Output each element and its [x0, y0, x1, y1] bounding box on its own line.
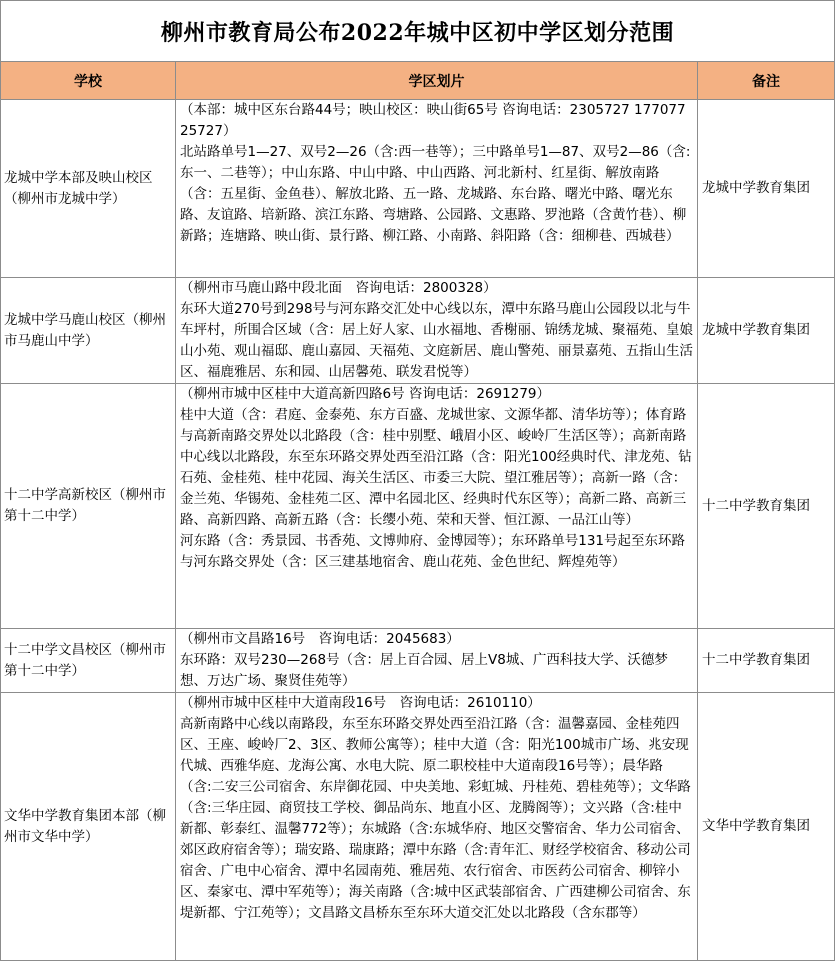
zone-cell — [176, 693, 698, 961]
zone-cell — [176, 629, 698, 693]
header-note: 备注 — [698, 62, 835, 100]
school-cell: 龙城中学本部及映山校区（柳州市龙城中学） — [1, 100, 176, 278]
header-zone: 学区划片 — [176, 62, 698, 100]
table-row — [1, 278, 835, 384]
header-school: 学校 — [1, 62, 176, 100]
zone-cell — [176, 100, 698, 278]
table-row — [1, 629, 835, 693]
note-cell: 十二中学教育集团 — [698, 629, 835, 693]
zone-range: 桂中大道（含：君庭、金泰苑、东方百盛、龙城世家、文源华都、清华坊等）；体育路与高新南路交界处以北路段（含：桂中别墅、峨眉小区、峻岭厂生活区等）；高新南路中心线以北路段，东至东环路交界处西至沿江路（含：阳光100经典时代、津龙苑、钻石苑、金桂苑、桂中花园、海关生活区、市委三大院、望江雅居等）；高新一路（含：金兰苑、华锡苑、金桂苑二区、潭中名园北区、经典时代东区等）；高新二路、高新三路、高新四路、高新五路（含：长缨小苑、荣和天誉、恒江源、一品江山等） — [180, 407, 692, 528]
note-cell: 龙城中学教育集团 — [698, 278, 835, 384]
header-row — [1, 62, 835, 100]
sheet-title: 柳州市教育局公布2022年城中区初中学区划分范围 — [1, 1, 835, 62]
zone-range: 北站路单号1—27、双号2—26（含:西一巷等）；三中路单号1—87、双号2—86（含:东一、二巷等）；中山东路、中山中路、中山西路、河北新村、红星街、解放南路（含：五星街、金鱼巷）、解放北路、五一路、龙城路、东台路、曙光中路、曙光东路、友谊路、培新路、滨江东路、弯塘路、公园路、文惠路、罗池路（含黄竹巷）、柳新路；连塘路、映山街、景行路、柳江路、小南路、斜阳路（含：细柳巷、西城巷） — [180, 144, 691, 244]
zone-address: （柳州市文昌路16号 咨询电话：2045683） — [180, 631, 460, 647]
zone-address: （柳州市城中区桂中大道南段16号 咨询电话：2610110） — [180, 695, 541, 711]
zone-range: 高新南路中心线以南路段，东至东环路交界处西至沿江路（含：温馨嘉园、金桂苑四区、王座、峻岭厂2、3区、教师公寓等）；桂中大道（含：阳光100城市广场、兆安现代城、西雅华庭、龙海公寓、水电大院、原二职校桂中大道南段16号等）；晨华路（含:二安三公司宿舍、东岸御花园、中央美地、彩虹城、丹桂苑、碧桂苑等）；文华路（含:三华庄园、商贸技工学校、御品尚东、地直小区、龙腾阁等）；文兴路（含:桂中新都、彰泰红、温馨772等）；东城路（含:东城华府、地区交警宿舍、华力公司宿舍、郊区政府宿舍等）；瑞安路、瑞康路；潭中东路（含:青年汇、财经学校宿舍、移动公司宿舍、广电中心宿舍、潭中名园南苑、雅居苑、农行宿舍、市医药公司宿舍、柳锌小区、秦家屯、潭中军苑等）；海关南路（含:城中区武装部宿舍、广西建柳公司宿舍、东堤新都、宁江苑等）；文昌路文昌桥东至东环大道交汇处以北路段（含东郡等） — [180, 716, 691, 921]
zone-cell — [176, 384, 698, 629]
zone-address: （本部：城中区东台路44号；映山校区：映山街65号 咨询电话：2305727 17707725727） — [180, 102, 686, 139]
zone-range: 东环大道270号到298号与河东路交汇处中心线以东，潭中东路马鹿山公园段以北与牛车坪村，所围合区域（含：居上好人家、山水福地、香榭丽、锦绣龙城、聚福苑、皇娘山小苑、观山福邸、鹿山嘉园、天福苑、文庭新居、鹿山警苑、丽景嘉苑、五指山生活区、福鹿雅居、东和园、山居馨苑、联发君悦等） — [180, 301, 693, 380]
school-cell: 文华中学教育集团本部（柳州市文华中学） — [1, 693, 176, 961]
table-row — [1, 100, 835, 278]
zone-address: （柳州市城中区桂中大道高新四路6号 咨询电话：2691279） — [180, 386, 551, 402]
note-cell: 文华中学教育集团 — [698, 693, 835, 961]
note-cell: 龙城中学教育集团 — [698, 100, 835, 278]
zone-address: （柳州市马鹿山路中段北面 咨询电话：2800328） — [180, 280, 497, 296]
zone-range: 东环路：双号230—268号（含：居上百合园、居上V8城、广西科技大学、沃德梦想、万达广场、聚贤佳苑等） — [180, 652, 668, 689]
school-cell: 龙城中学马鹿山校区（柳州市马鹿山中学） — [1, 278, 176, 384]
school-cell: 十二中学高新校区（柳州市第十二中学） — [1, 384, 176, 629]
zone-range: 河东路（含：秀景园、书香苑、文博帅府、金博园等）；东环路单号131号起至东环路与河东路交界处（含：区三建基地宿舍、鹿山花苑、金色世纪、辉煌苑等） — [180, 533, 686, 570]
note-cell: 十二中学教育集团 — [698, 384, 835, 629]
table-row — [1, 693, 835, 961]
zone-cell — [176, 278, 698, 384]
title-row — [1, 1, 835, 62]
table-row — [1, 384, 835, 629]
school-cell: 十二中学文昌校区（柳州市第十二中学） — [1, 629, 176, 693]
